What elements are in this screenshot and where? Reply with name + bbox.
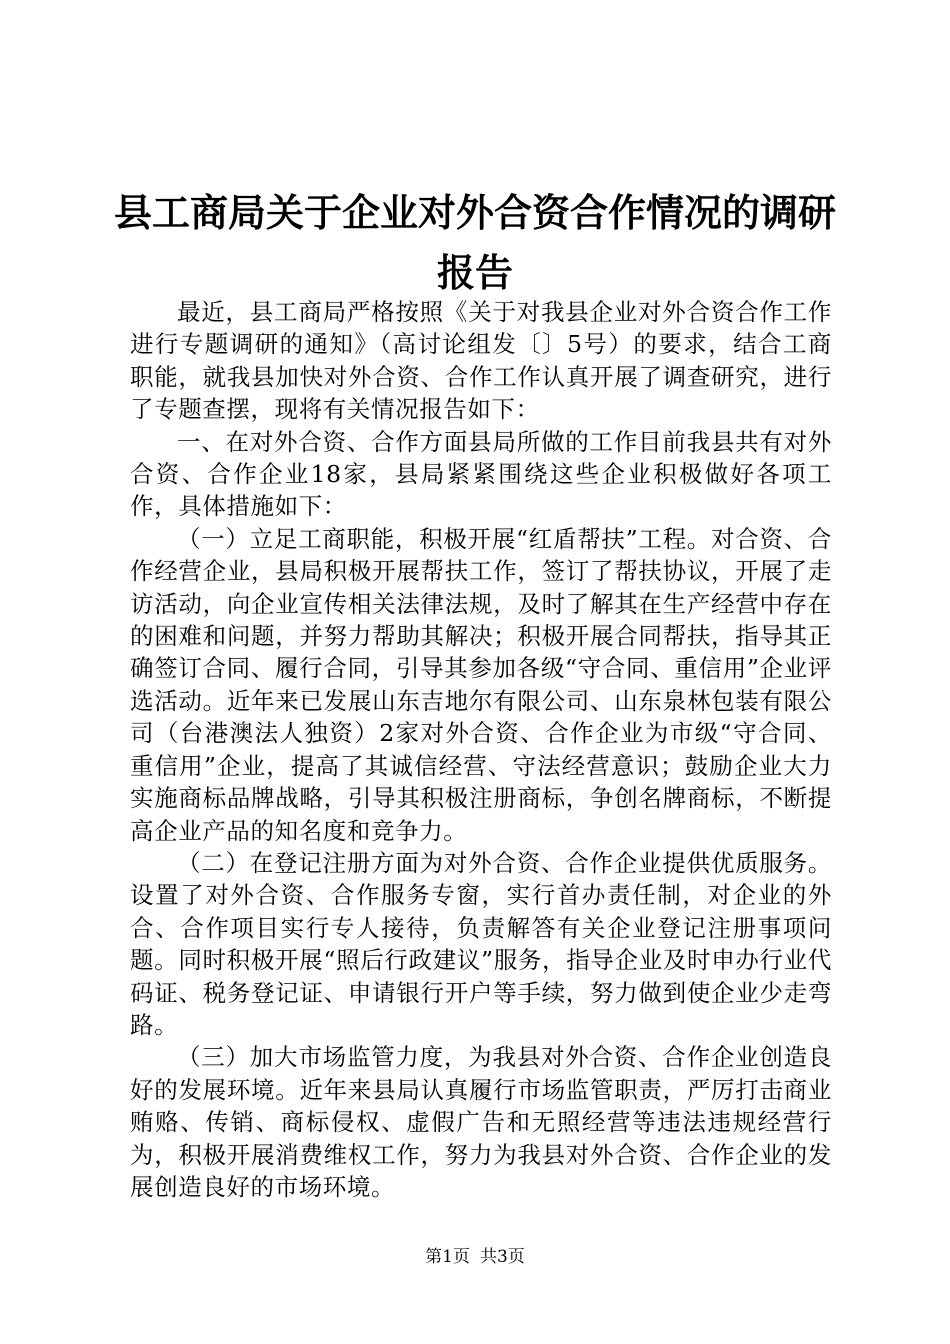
paragraph-item-three: （三）加大市场监管力度，为我县对外合资、合作企业创造良好的发展环境。近年来县局认真履行市场监管职责，严厉打击商业贿赂、传销、商标侵权、虚假广告和无照经营等违法违规经营行为，积极开展消费维权工作，努力为我县对外合资、合作企业的发展创造良好的市场环境。 — [130, 1043, 832, 1201]
page-total: 共3页 — [480, 1247, 525, 1267]
paragraph-item-two: （二）在登记注册方面为对外合资、合作企业提供优质服务。设置了对外合资、合作服务专窗，实行首办责任制，对企业的外合、合作项目实行专人接待，负责解答有关企业登记注册事项问题。同时积极开展“照后行政建议”服务，指导企业及时申办行业代码证、税务登记证、申请银行开户等手续，努力做到使企业少走弯路。 — [130, 848, 832, 1039]
page-number: 第1页 — [425, 1247, 470, 1267]
paragraph-section-one: 一、在对外合资、合作方面县局所做的工作目前我县共有对外合资、合作企业18家，县局紧紧围绕这些企业积极做好各项工作，具体措施如下： — [130, 427, 832, 521]
document-body — [130, 296, 832, 1203]
document-title: 县工商局关于企业对外合资合作情况的调研报告 — [113, 190, 836, 295]
paragraph-intro: 最近，县工商局严格按照《关于对我县企业对外合资合作工作进行专题调研的通知》（高讨论组发〔〕5号）的要求，结合工商职能，就我县加快对外合资、合作工作认真开展了调查研究，进行了专题查摆，现将有关情况报告如下： — [130, 298, 832, 424]
page-footer — [0, 1245, 950, 1269]
paragraph-item-one: （一）立足工商职能，积极开展“红盾帮扶”工程。对合资、合作经营企业，县局积极开展帮扶工作，签订了帮扶协议，开展了走访活动，向企业宣传相关法律法规，及时了解其在生产经营中存在的困难和问题，并努力帮助其解决；积极开展合同帮扶，指导其正确签订合同、履行合同，引导其参加各级“守合同、重信用”企业评选活动。近年来已发展山东吉地尔有限公司、山东泉林包装有限公司（台港澳法人独资）2家对外合资、合作企业为市级“守合同、重信用”企业，提高了其诚信经营、守法经营意识；鼓励企业大力实施商标品牌战略，引导其积极注册商标，争创名牌商标，不断提高企业产品的知名度和竞争力。 — [130, 524, 832, 845]
